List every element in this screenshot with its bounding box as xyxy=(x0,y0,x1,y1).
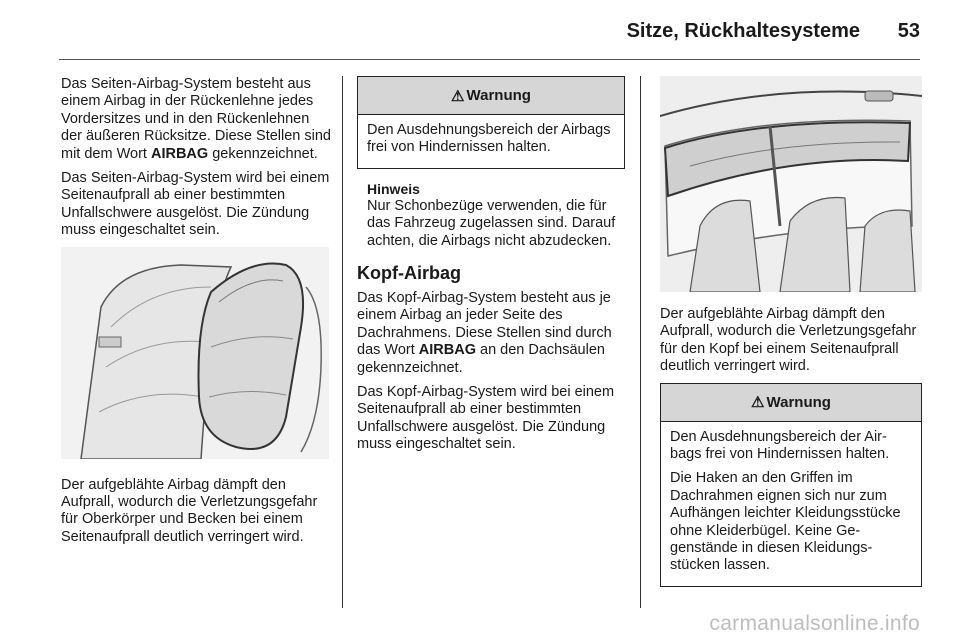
note-text: Nur Schonbezüge verwenden, die für das Fahrzeug zugelassen sind. Darauf achten, die Airbags nicht abzudecken. xyxy=(367,197,616,249)
warning-body xyxy=(358,115,624,168)
warning-header xyxy=(661,384,921,422)
warning-text: Den Ausdehnungsbereich der Airbags frei von Hindernissen halten. xyxy=(670,428,890,463)
column-left xyxy=(61,76,333,553)
warning-title: Warnung xyxy=(466,87,531,104)
column-middle xyxy=(357,76,625,461)
page-number: 53 xyxy=(897,20,920,42)
column-divider xyxy=(342,76,343,608)
header-divider xyxy=(59,59,920,60)
airbag-keyword: AIRBAG xyxy=(418,342,476,359)
warning-text: Die Haken an den Griffen im Dachrahmen eignen sich nur zum Aufhängen leichter Kleidungsstücke ohne Kleiderbügel. Keine Gegenstände in diesen Kleidungsstücken lassen. xyxy=(670,470,901,574)
head-airbag-illustration xyxy=(660,76,922,292)
warning-box xyxy=(357,76,625,169)
warning-title: Warnung xyxy=(766,393,831,411)
warning-body xyxy=(661,422,921,586)
note-title: Hinweis xyxy=(367,180,420,197)
warning-icon: ⚠ xyxy=(751,394,765,412)
paragraph-side-airbag-system: Das Seiten-Airbag-System besteht aus einem Airbag in der Rückenlehne jedes Vordersitzes und in den Rückenlehnen der äußeren Rücksitze. Diese Stellen sind mit dem Wort AIRBAG gekennzeichnet. xyxy=(61,76,331,162)
warning-header xyxy=(358,77,624,115)
page-header xyxy=(0,0,960,62)
paragraph-side-airbag-trigger: Das Seiten-Airbag-System wird bei einem Seitenaufprall ab einer bestimmten Unfallschwere ausgelöst. Die Zündung muss eingeschaltet sein. xyxy=(61,170,330,239)
side-airbag-caption: Der aufgeblähte Airbag dämpft den Aufprall, wodurch die Verletzungsgefahr für Oberkörper und Becken bei einem Seitenaufprall deutlich verringert wird. xyxy=(61,476,318,545)
side-airbag-illustration xyxy=(61,247,329,459)
note-block xyxy=(367,181,625,250)
warning-box xyxy=(660,383,922,587)
airbag-keyword: AIRBAG xyxy=(150,145,209,162)
section-title-head-airbag: Kopf-Airbag xyxy=(357,263,461,284)
paragraph-head-airbag-trigger: Das Kopf-Airbag-System wird bei einem Seitenaufprall ab einer bestimmten Unfallschwere ausgelöst. Die Zündung muss eingeschaltet sein. xyxy=(357,384,615,453)
paragraph-head-airbag-system: Das Kopf-Airbag-System besteht aus je einem Airbag an jeder Seite des Dachrahmens. Diese Stellen sind durch das Wort AIRBAG an den Dachsäulen gekennzeichnet. xyxy=(357,290,612,376)
warning-icon: ⚠ xyxy=(451,87,465,105)
watermark-text: carmanualsonline.info xyxy=(709,612,920,635)
column-divider xyxy=(640,76,641,608)
head-airbag-caption: Der aufgeblähte Airbag dämpft den Aufprall, wodurch die Verletzungsgefahr für den Kopf bei einem Seitenaufprall deutlich verringert wird. xyxy=(660,306,917,375)
page-title: Sitze, Rückhaltesysteme xyxy=(626,20,860,42)
warning-text: Den Ausdehnungsbereich der Airbags frei von Hindernissen halten. xyxy=(367,122,611,156)
column-right xyxy=(660,76,922,599)
